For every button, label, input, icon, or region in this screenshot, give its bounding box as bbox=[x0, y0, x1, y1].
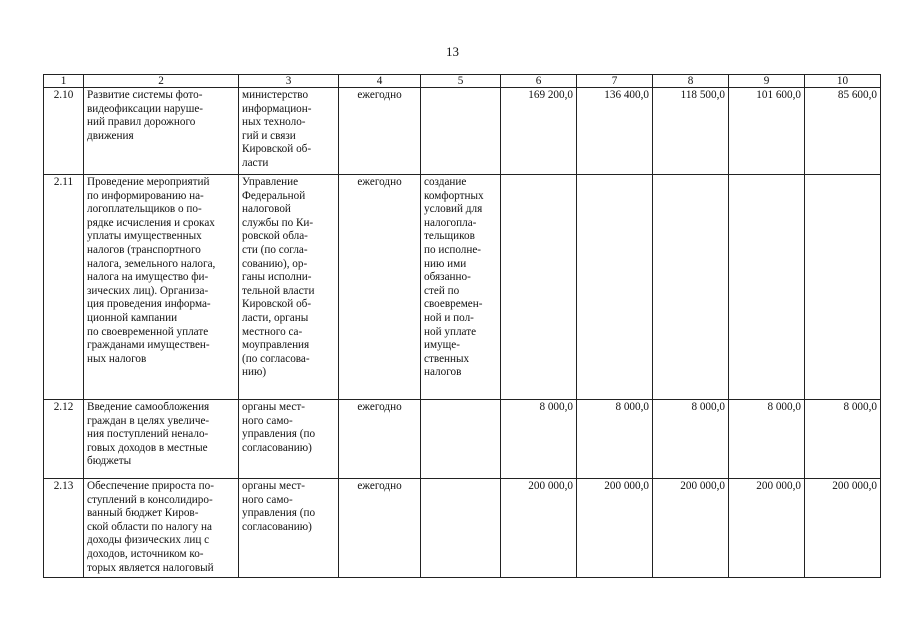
value-cell: 8 000,0 bbox=[577, 400, 653, 479]
value-cell: 8 000,0 bbox=[729, 400, 805, 479]
column-header: 6 bbox=[501, 75, 577, 88]
period-cell: ежегодно bbox=[339, 175, 421, 400]
period-cell: ежегодно bbox=[339, 479, 421, 578]
period-cell: ежегодно bbox=[339, 88, 421, 175]
value-cell: 101 600,0 bbox=[729, 88, 805, 175]
column-header: 1 bbox=[44, 75, 84, 88]
value-cell: 200 000,0 bbox=[501, 479, 577, 578]
column-header: 4 bbox=[339, 75, 421, 88]
value-cell: 200 000,0 bbox=[729, 479, 805, 578]
column-header: 9 bbox=[729, 75, 805, 88]
value-cell: 85 600,0 bbox=[805, 88, 881, 175]
table-row bbox=[44, 400, 881, 479]
value-cell bbox=[501, 175, 577, 400]
value-cell bbox=[729, 175, 805, 400]
value-cell: 8 000,0 bbox=[501, 400, 577, 479]
column-header: 8 bbox=[653, 75, 729, 88]
executor-cell: органы мест- ного само- управления (по согласованию) bbox=[239, 400, 339, 479]
column-header: 10 bbox=[805, 75, 881, 88]
value-cell bbox=[577, 175, 653, 400]
row-number: 2.13 bbox=[44, 479, 84, 578]
value-cell: 200 000,0 bbox=[805, 479, 881, 578]
period-cell: ежегодно bbox=[339, 400, 421, 479]
executor-cell: министерство информацион- ных техноло- гий и связи Кировской об- ласти bbox=[239, 88, 339, 175]
result-cell bbox=[421, 88, 501, 175]
value-cell: 118 500,0 bbox=[653, 88, 729, 175]
value-cell: 136 400,0 bbox=[577, 88, 653, 175]
value-cell: 200 000,0 bbox=[653, 479, 729, 578]
column-header: 3 bbox=[239, 75, 339, 88]
executor-cell: Управление Федеральной налоговой службы по Ки- ровской обла- сти (по согла- сованию), ор- ганы исполни- тельной власти Кировской об- ласти, органы местного са- моуправления (по согласова- нию) bbox=[239, 175, 339, 400]
result-cell bbox=[421, 479, 501, 578]
value-cell: 8 000,0 bbox=[805, 400, 881, 479]
table-row bbox=[44, 88, 881, 175]
result-cell: создание комфортных условий для налогопла- тельщиков по исполне- нию ими обязанно- стей по своевремен- ной и пол- ной уплате имуще- ственных налогов bbox=[421, 175, 501, 400]
page-number: 13 bbox=[446, 44, 459, 59]
value-cell bbox=[653, 175, 729, 400]
value-cell bbox=[805, 175, 881, 400]
row-number: 2.12 bbox=[44, 400, 84, 479]
value-cell: 200 000,0 bbox=[577, 479, 653, 578]
event-cell: Введение самообложения граждан в целях увеличе- ния поступлений ненало- говых доходов в местные бюджеты bbox=[84, 400, 239, 479]
value-cell: 8 000,0 bbox=[653, 400, 729, 479]
table-row bbox=[44, 479, 881, 578]
event-cell: Обеспечение прироста по- ступлений в консолидиро- ванный бюджет Киров- ской области по налогу на доходы физических лиц с доходов, источником ко- торых является налоговый bbox=[84, 479, 239, 578]
measures-table bbox=[43, 74, 881, 578]
value-cell: 169 200,0 bbox=[501, 88, 577, 175]
row-number: 2.10 bbox=[44, 88, 84, 175]
column-header: 7 bbox=[577, 75, 653, 88]
event-cell: Развитие системы фото- видеофиксации наруше- ний правил дорожного движения bbox=[84, 88, 239, 175]
column-header: 5 bbox=[421, 75, 501, 88]
column-header: 2 bbox=[84, 75, 239, 88]
result-cell bbox=[421, 400, 501, 479]
header-row bbox=[44, 75, 881, 88]
event-cell: Проведение мероприятий по информированию на- логоплательщиков о по- рядке исчисления и сроках уплаты имущественных налогов (транспортного налога, земельного налога, налога на имущество фи- зических лиц). Организа- ция проведения информа- ционной кампании по своевременной уплате гражданами имуществен- ных налогов bbox=[84, 175, 239, 400]
executor-cell: органы мест- ного само- управления (по согласованию) bbox=[239, 479, 339, 578]
table-row bbox=[44, 175, 881, 400]
row-number: 2.11 bbox=[44, 175, 84, 400]
